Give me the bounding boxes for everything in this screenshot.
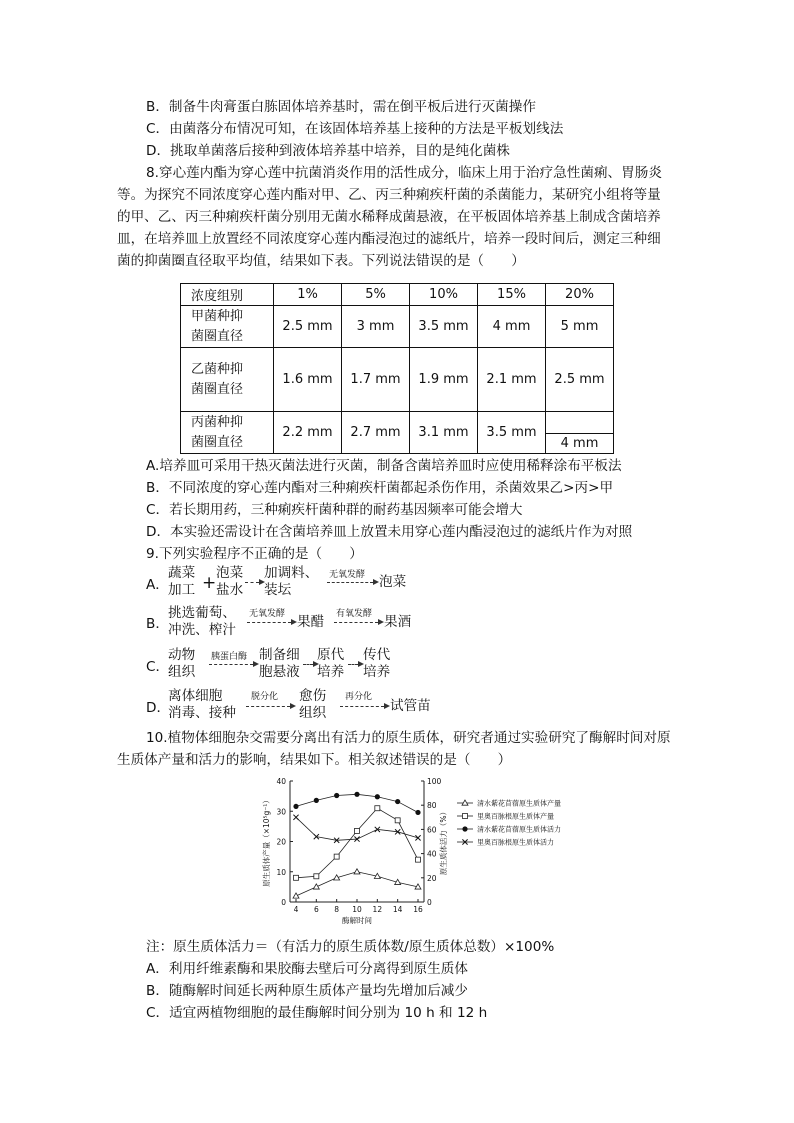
table-cell: 2.5 mm <box>274 306 342 348</box>
x-marker <box>415 835 420 840</box>
flow-step: 愈伤 组织 <box>299 688 327 721</box>
flow-step: 动物 组织 <box>168 647 196 680</box>
arrow-icon <box>247 622 291 623</box>
q9-stem: 9.下列实验程序不正确的是（ ） <box>146 546 363 562</box>
square-marker <box>355 828 360 833</box>
table-row <box>181 348 614 412</box>
table-header-cell: 5% <box>342 284 410 306</box>
arrow-label: 无氧发酵 <box>249 609 286 619</box>
left-tick-label: 30 <box>276 807 286 817</box>
square-marker <box>463 814 468 819</box>
x-tick-label: 6 <box>313 905 319 914</box>
row-label: 甲菌种抑 菌圈直径 <box>181 306 274 348</box>
dot-marker <box>314 798 319 803</box>
right-tick-label: 80 <box>427 801 437 811</box>
q7-option-c: C．由菌落分布情况可知，在该固体培养基上接种的方法是平板划线法 <box>146 121 564 137</box>
right-tick-label: 20 <box>427 873 437 883</box>
legend-label: 清水紫花苜蓿原生质体产量 <box>477 799 561 808</box>
left-tick-label: 20 <box>276 837 286 847</box>
table-cell: 2.1 mm <box>478 348 546 412</box>
table-cell: 1.6 mm <box>274 348 342 412</box>
inhibition-table <box>180 283 614 454</box>
q8-stem-line-4: 皿，在培养皿上放置经不同浓度穿心莲内酯浸泡过的滤纸片，培养一段时间后，测定三种细 <box>117 231 661 247</box>
table-cell: 1.9 mm <box>410 348 478 412</box>
flow-step: 果酒 <box>384 614 412 630</box>
table-cell <box>546 412 614 454</box>
q8-stem-line-5: 菌的抑菌圈直径取平均值，结果如下表。下列说法错误的是（ ） <box>117 253 525 269</box>
square-marker <box>395 818 400 823</box>
right-tick-label: 60 <box>427 825 437 835</box>
table-header-cell: 1% <box>274 284 342 306</box>
table-cell: 4 mm <box>478 306 546 348</box>
square-marker <box>416 857 421 862</box>
x-tick-label: 12 <box>372 905 383 914</box>
chart-note: 注：原生质体活力＝（有活力的原生质体数/原生质体总数）×100% <box>146 939 555 955</box>
flow-step: 原代 培养 <box>317 647 345 680</box>
triangle-marker <box>354 869 360 874</box>
q10-option-a: A．利用纤维素酶和果胶酶去壁后可分离得到原生质体 <box>146 961 468 977</box>
q7-option-d: D．挑取单菌落后接种到液体培养基中培养，目的是纯化菌株 <box>146 143 510 159</box>
flow-step: 蔬菜 加工 <box>168 565 196 598</box>
dot-marker <box>415 810 420 815</box>
dot-marker <box>293 804 298 809</box>
square-marker <box>314 874 319 879</box>
legend-label: 里奥百脉根原生质体产量 <box>477 812 554 821</box>
arrow-icon <box>340 706 384 707</box>
flow-step: 果醋 <box>297 614 325 630</box>
option-letter: D． <box>146 700 171 716</box>
table-cell: 3 mm <box>342 306 410 348</box>
q8-stem-line-3: 的甲、乙、丙三种痢疾杆菌分别用无菌水稀释成菌悬液，在平板固体培养基上制成含菌培养 <box>117 209 661 225</box>
option-letter: B． <box>146 616 169 632</box>
arrow-icon <box>303 664 313 665</box>
table-cell: 3.5 mm <box>410 306 478 348</box>
q8-option-c: C．若长期用药，三种痢疾杆菌种群的耐药基因频率可能会增大 <box>146 502 523 518</box>
arrow-label: 再分化 <box>345 692 373 702</box>
arrow-label: 无氧发酵 <box>329 570 366 580</box>
q7-option-b: B．制备牛肉膏蛋白胨固体培养基时，需在倒平板后进行灭菌操作 <box>146 99 536 115</box>
left-tick-label: 40 <box>276 777 286 786</box>
q10-option-c: C．适宜两植物细胞的最佳酶解时间分别为 10 h 和 12 h <box>146 1005 488 1021</box>
arrow-icon <box>209 664 253 665</box>
square-marker <box>375 806 380 811</box>
table-cell: 2.7 mm <box>342 412 410 454</box>
right-tick-label: 0 <box>427 898 432 907</box>
q10-stem-line-1: 10.植物体细胞杂交需要分离出有活力的原生质体，研究者通过实验研究了酶解时间对原 <box>146 730 671 746</box>
q10-stem-line-2: 生质体产量和活力的影响，结果如下。相关叙述错误的是（ ） <box>117 752 512 768</box>
arrow-icon <box>246 706 290 707</box>
enzymolysis-chart <box>258 776 598 926</box>
arrow-label: 脱分化 <box>251 692 279 702</box>
table-cell: 5 mm <box>546 306 614 348</box>
series-line <box>296 794 418 812</box>
q8-option-d: D．本实验还需设计在含菌培养皿上放置未用穿心莲内酯浸泡过的滤纸片作为对照 <box>146 524 633 540</box>
table-cell: 2.5 mm <box>546 348 614 412</box>
flow-step: 传代 培养 <box>363 647 391 680</box>
triangle-marker <box>462 800 468 805</box>
table-cell: 2.2 mm <box>274 412 342 454</box>
flow-step: 泡菜 盐水 <box>216 565 244 598</box>
table-row <box>181 412 614 454</box>
dot-marker <box>462 826 467 831</box>
table-header-cell: 15% <box>478 284 546 306</box>
legend-label: 清水紫花苜蓿原生质体活力 <box>477 825 561 834</box>
triangle-marker <box>313 884 319 889</box>
row-label: 乙菌种抑 菌圈直径 <box>181 348 274 412</box>
flow-step: 制备细 胞悬液 <box>259 647 300 680</box>
x-tick-label: 4 <box>293 905 299 914</box>
q8-option-a: A.培养皿可采用干热灭菌法进行灭菌，制备含菌培养皿时应使用稀释涂布平板法 <box>146 458 622 474</box>
flow-step: 挑选葡萄、 冲洗、榨汁 <box>168 605 236 638</box>
flow-step: 试管苗 <box>390 698 431 714</box>
arrow-icon <box>245 582 259 583</box>
table-header-cell: 20% <box>546 284 614 306</box>
x-axis-label: 酶解时间 <box>342 916 372 925</box>
left-axis-label: 原生质体产量（×10⁵g⁻¹） <box>262 796 271 887</box>
arrow-icon <box>327 582 373 583</box>
table-header-row <box>181 284 614 306</box>
arrow-icon <box>348 664 358 665</box>
x-tick-label: 16 <box>413 905 423 914</box>
q8-stem-line-1: 8.穿心莲内酯为穿心莲中抗菌消炎作用的活性成分，临床上用于治疗急性菌痢、胃肠炎 <box>146 165 662 181</box>
left-tick-label: 0 <box>281 898 286 907</box>
arrow-label: 有氧发酵 <box>336 609 373 619</box>
right-tick-label: 100 <box>427 777 442 786</box>
table-cell: 3.5 mm <box>478 412 546 454</box>
table-cell-value: 4 mm <box>546 433 613 453</box>
q8-option-b: B．不同浓度的穿心莲内酯对三种痢疾杆菌都起杀伤作用，杀菌效果乙>丙>甲 <box>146 480 614 496</box>
arrow-label: 胰蛋白酶 <box>211 652 248 662</box>
x-marker <box>293 815 298 820</box>
x-tick-label: 8 <box>334 905 340 914</box>
q8-stem-line-2: 等。为探究不同浓度穿心莲内酯对甲、乙、丙三种痢疾杆菌的杀菌能力，某研究小组将等量 <box>117 187 661 203</box>
plus-sign: + <box>202 573 217 593</box>
legend-label: 里奥百脉根原生质体活力 <box>477 838 554 847</box>
flow-step: 加调料、 装坛 <box>264 565 319 598</box>
table-header-cell: 10% <box>410 284 478 306</box>
square-marker <box>294 875 299 880</box>
right-tick-label: 40 <box>427 849 437 859</box>
table-header-cell: 浓度组别 <box>181 284 274 306</box>
table-cell: 1.7 mm <box>342 348 410 412</box>
row-label: 丙菌种抑 菌圈直径 <box>181 412 274 454</box>
dot-marker <box>375 794 380 799</box>
option-letter: A． <box>146 577 169 593</box>
dot-marker <box>395 799 400 804</box>
square-marker <box>334 854 339 859</box>
arrow-icon <box>334 622 378 623</box>
x-tick-label: 10 <box>352 905 362 914</box>
flow-step: 离体细胞 消毒、接种 <box>168 688 236 721</box>
triangle-marker <box>293 893 299 898</box>
x-tick-label: 14 <box>392 905 403 914</box>
left-tick-label: 10 <box>276 867 286 877</box>
option-letter: C． <box>146 659 170 675</box>
right-axis-label: 原生质体活力（%） <box>439 807 448 876</box>
flow-step: 泡菜 <box>379 574 407 590</box>
table-row <box>181 306 614 348</box>
dot-marker <box>354 792 359 797</box>
table-cell: 3.1 mm <box>410 412 478 454</box>
dot-marker <box>334 793 339 798</box>
q10-option-b: B．随酶解时间延长两种原生质体产量均先增加后减少 <box>146 983 468 999</box>
